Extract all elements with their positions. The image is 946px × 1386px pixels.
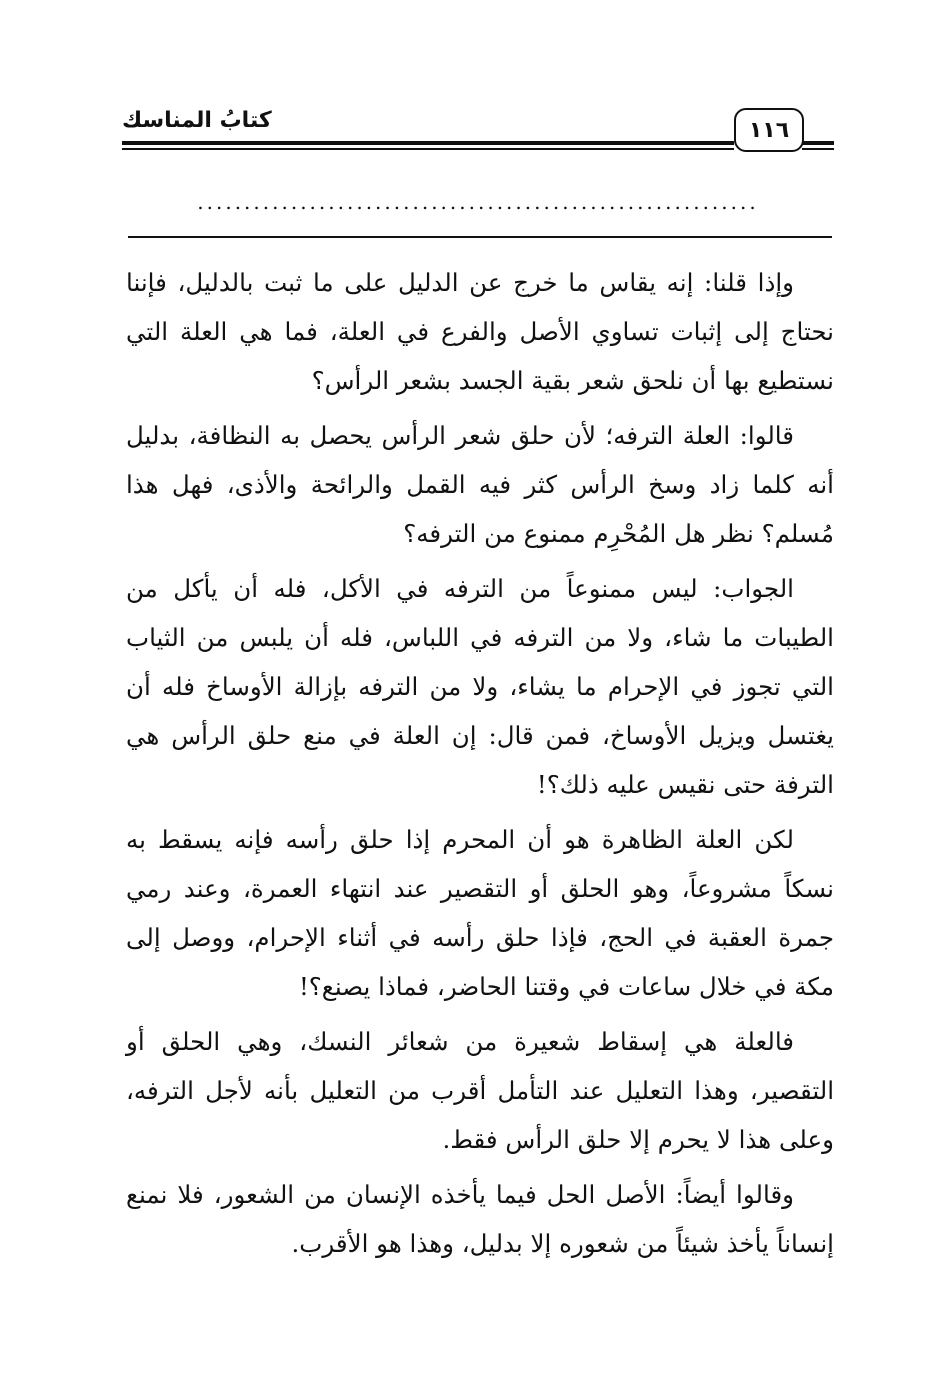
header-rule-thin bbox=[122, 148, 734, 150]
header-rule-thick bbox=[122, 141, 734, 145]
paragraph: قالوا: العلة الترفه؛ لأن حلق شعر الرأس يحصل به النظافة، بدليل أنه كلما زاد وسخ الرأس كثر فيه القمل والرائحة والأذى، فهل هذا مُسلم؟ نظر هل المُحْرِم ممنوع من الترفه؟ bbox=[126, 421, 834, 548]
paragraph: وقالوا أيضاً: الأصل الحل فيما يأخذه الإنسان من الشعور، فلا نمنع إنساناً يأخذ شيئاً من شعوره إلا بدليل، وهذا هو الأقرب. bbox=[126, 1180, 834, 1258]
page-number: ١١٦ bbox=[734, 108, 804, 152]
book-title: كتابُ المناسك bbox=[122, 108, 272, 133]
paragraph: وإذا قلنا: إنه يقاس ما خرج عن الدليل على ما ثبت بالدليل، فإننا نحتاج إلى إثبات تساوي الأصل والفرع في العلة، فما هي العلة التي نستطيع بها أن نلحق شعر بقية الجسد بشعر الرأس؟ bbox=[126, 268, 834, 395]
paragraph: لكن العلة الظاهرة هو أن المحرم إذا حلق رأسه فإنه يسقط به نسكاً مشروعاً، وهو الحلق أو التقصير عند انتهاء العمرة، وعند رمي جمرة العقبة في الحج، فإذا حلق رأسه في أثناء الإحرام، ووصل إلى مكة في خلال ساعات في وقتنا الحاضر، فماذا يصنع؟! bbox=[126, 825, 834, 1001]
header-rule-right-thin bbox=[802, 148, 834, 150]
dotted-separator: ............................................................ bbox=[197, 190, 759, 214]
body-text bbox=[126, 258, 834, 1274]
paragraph: الجواب: ليس ممنوعاً من الترفه في الأكل، فله أن يأكل من الطيبات ما شاء، ولا من الترفه في اللباس، فله أن يلبس من الثياب التي تجوز في الإحرام ما يشاء، ولا من الترفه بإزالة الأوساخ فله أن يغتسل ويزيل الأوساخ، فمن قال: إن العلة في منع حلق الرأس هي الترفة حتى نقيس عليه ذلك؟! bbox=[126, 574, 834, 799]
separator-line bbox=[128, 236, 832, 238]
paragraph: فالعلة هي إسقاط شعيرة من شعائر النسك، وهي الحلق أو التقصير، وهذا التعليل عند التأمل أقرب من التعليل بأنه لأجل الترفه، وعلى هذا لا يحرم إلا حلق الرأس فقط. bbox=[126, 1027, 834, 1154]
header-rule-right-thick bbox=[802, 141, 834, 145]
page-header bbox=[122, 108, 834, 158]
